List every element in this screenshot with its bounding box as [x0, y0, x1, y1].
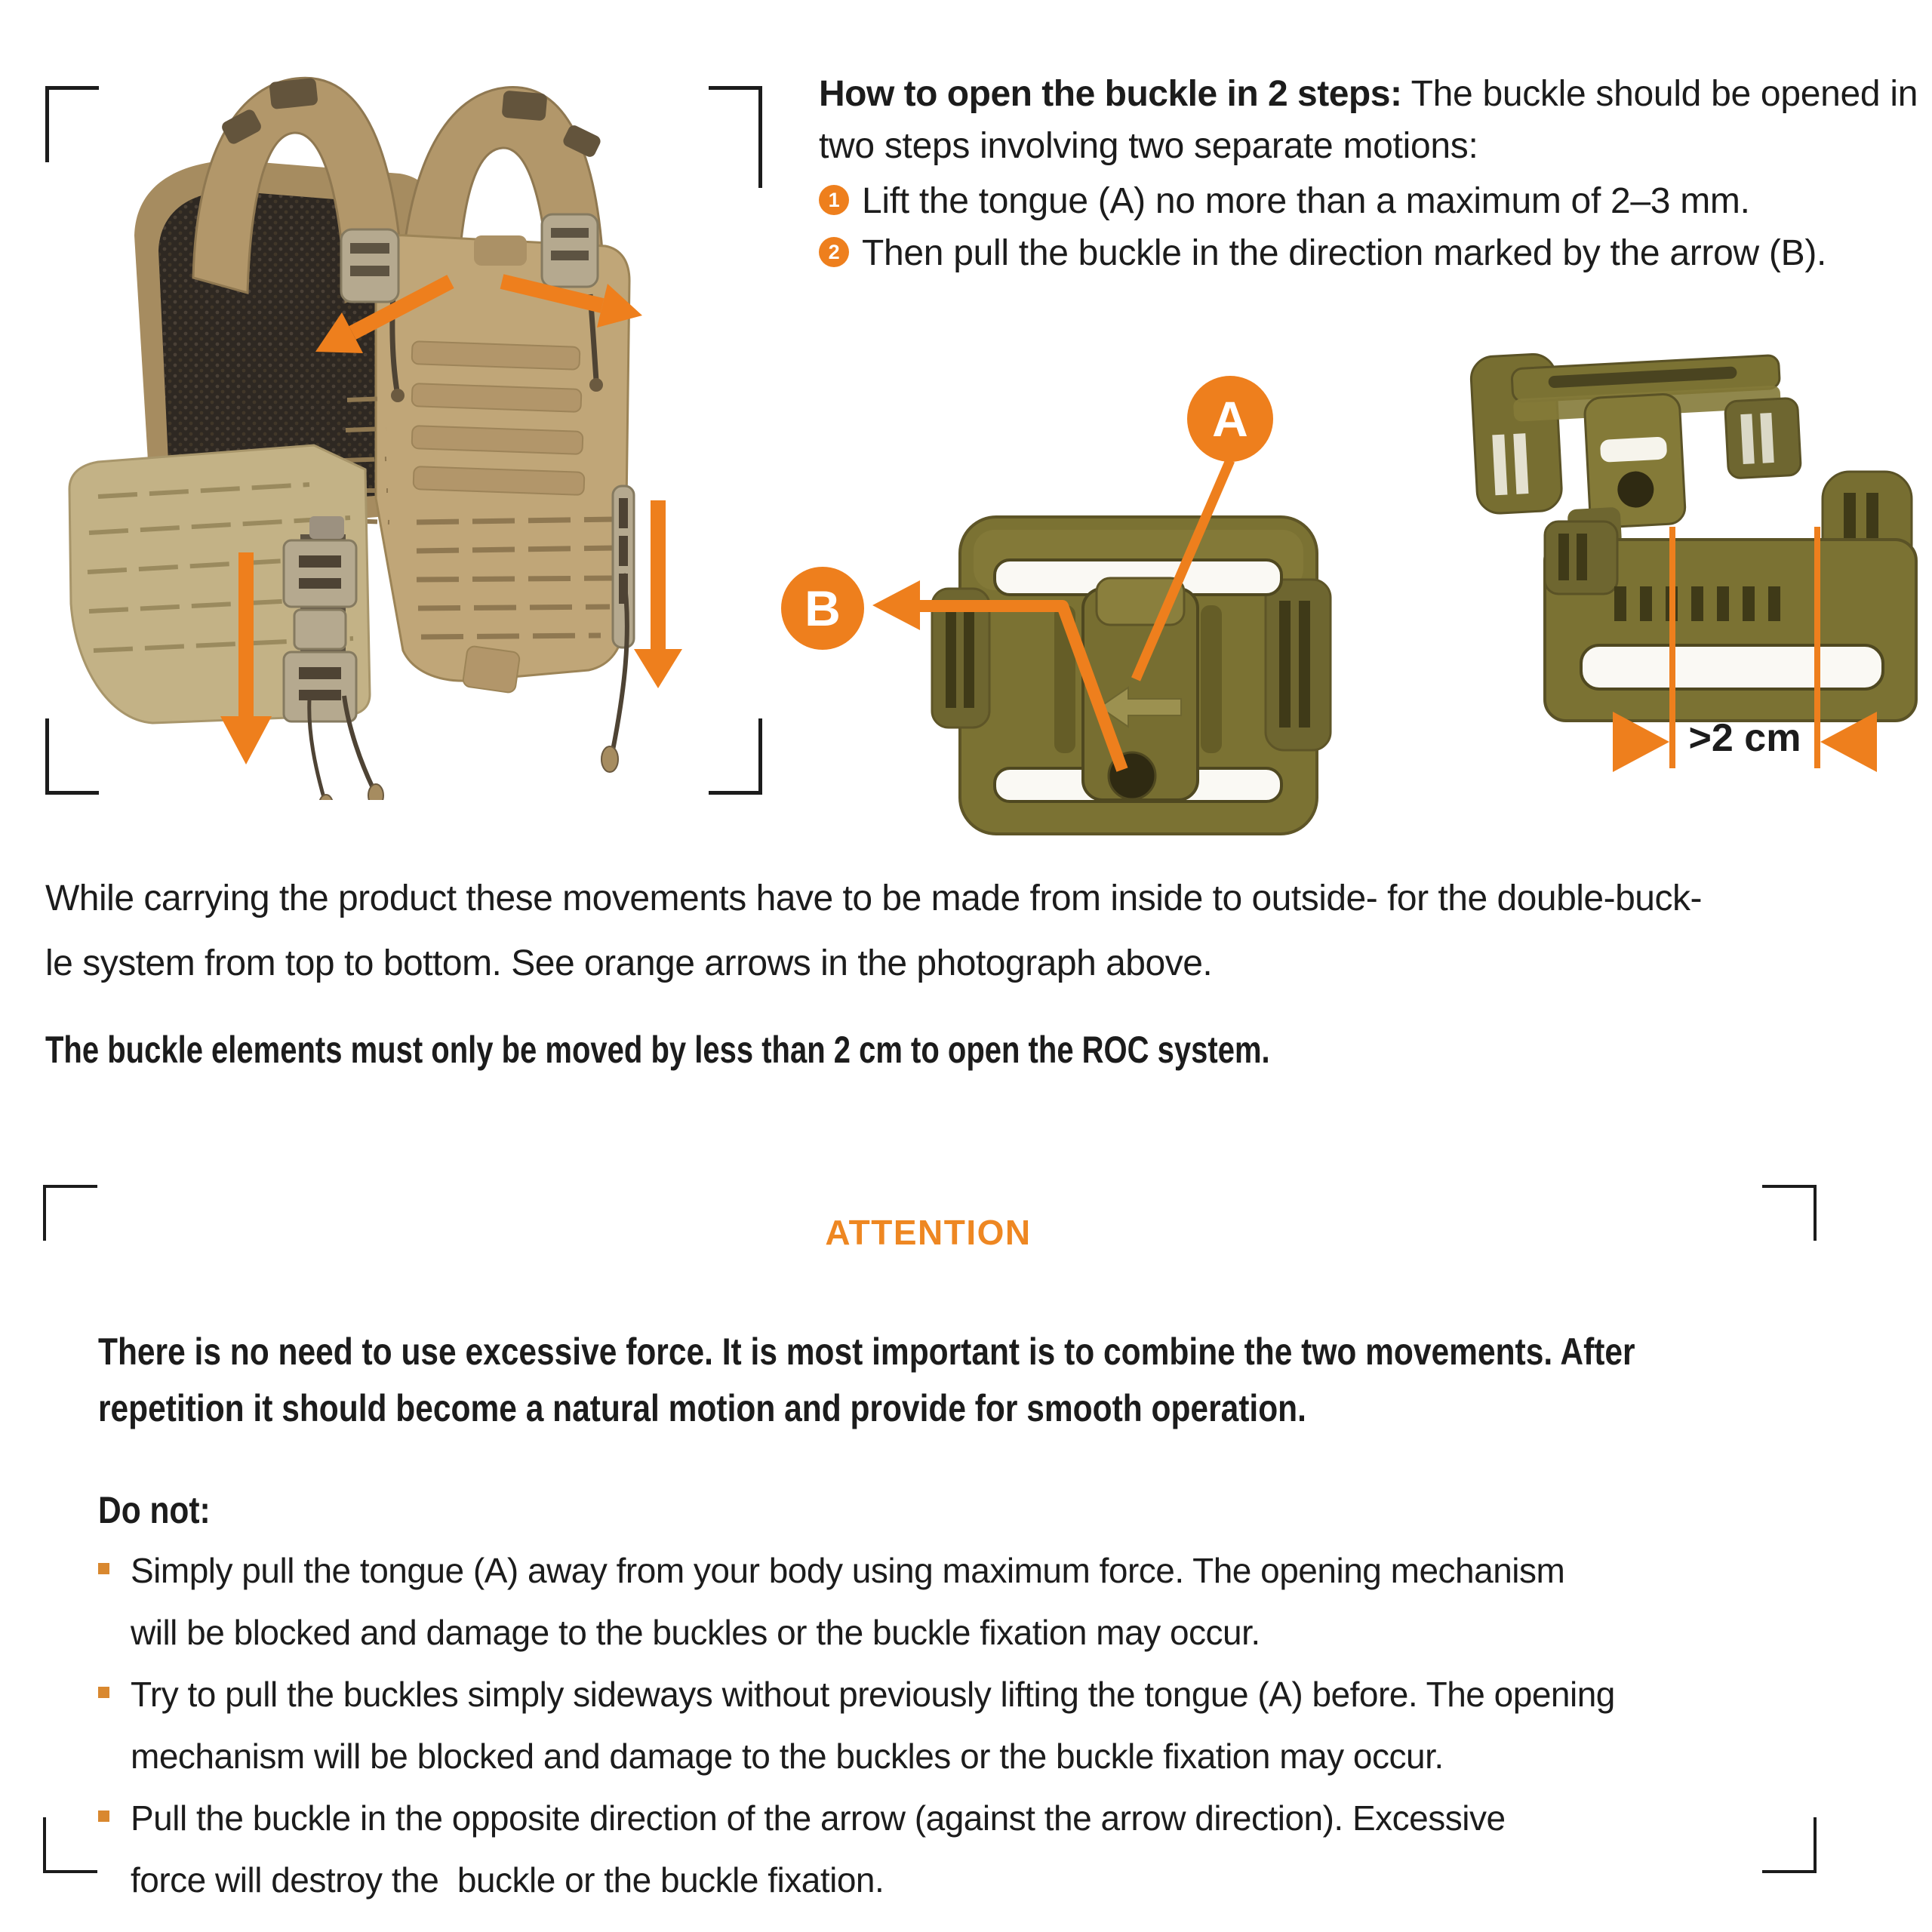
buckle-closed-diagram — [774, 340, 1347, 845]
bottom-strap — [463, 645, 521, 693]
attention-paragraph-line: There is no need to use excessive force. It is most important is to combine the two movements. After — [98, 1331, 1635, 1373]
crop-mark-attention-bottom-left — [43, 1817, 97, 1873]
arrow-down-right-icon — [634, 500, 682, 688]
roc-side-buckle — [284, 516, 356, 721]
list-item — [98, 1663, 1615, 1787]
vest-photo-illustration — [45, 45, 800, 800]
roc-bold-note: The buckle elements must only be moved by less than 2 cm to open the ROC system. — [45, 1029, 1270, 1071]
attention-paragraph-line: repetition it should become a natural motion and provide for smooth operation. — [98, 1387, 1306, 1429]
label-b: B — [804, 580, 841, 636]
list-item-line: mechanism will be blocked and damage to the buckles or the buckle fixation may occur. — [131, 1737, 1444, 1776]
intro-heading-rest: The buckle should be opened in two steps involving two separate motions: — [819, 74, 1918, 166]
body-paragraph — [45, 866, 1702, 996]
measure-label: >2 cm — [1688, 716, 1801, 760]
body-paragraph-line: While carrying the product these movements have to be made from inside to outside- for the double-buck- — [45, 878, 1702, 918]
list-item-line: Try to pull the buckles simply sideways without previously lifting the tongue (A) before. The opening — [131, 1675, 1615, 1714]
step-item-2 — [819, 227, 1921, 279]
drag-handle-tab — [474, 235, 527, 266]
list-item-line: Pull the buckle in the opposite direction of the arrow (against the arrow direction). Excessive — [131, 1798, 1506, 1838]
step-number-badge: 1 — [819, 185, 849, 215]
do-not-label: Do not: — [98, 1489, 211, 1531]
list-item-line: Simply pull the tongue (A) away from your body using maximum force. The opening mechanism — [131, 1551, 1565, 1590]
intro-heading — [819, 68, 1921, 172]
intro-block — [819, 68, 1921, 279]
list-item — [98, 1540, 1615, 1663]
list-item-line: force will destroy the buckle or the buckle fixation. — [131, 1860, 884, 1900]
intro-heading-bold: How to open the buckle in 2 steps: — [819, 74, 1402, 114]
list-item-line: will be blocked and damage to the buckles or the buckle fixation may occur. — [131, 1613, 1260, 1652]
step-item-1 — [819, 175, 1921, 227]
do-not-list — [98, 1540, 1615, 1911]
arrow-left-icon — [872, 580, 920, 630]
attention-title-row — [43, 1212, 1814, 1253]
square-bullet-icon — [98, 1687, 109, 1698]
buckle-body — [932, 517, 1331, 834]
square-bullet-icon — [98, 1563, 109, 1574]
list-item — [98, 1787, 1615, 1911]
step-number-badge: 2 — [819, 237, 849, 267]
step-text: Lift the tongue (A) no more than a maximum of 2–3 mm. — [862, 181, 1750, 221]
body-paragraph-line: le system from top to bottom. See orange arrows in the photograph above. — [45, 943, 1213, 983]
attention-title: ATTENTION — [825, 1213, 1032, 1252]
step-list — [819, 175, 1921, 279]
label-a: A — [1212, 391, 1248, 447]
buckle-male-part — [1470, 340, 1804, 553]
square-bullet-icon — [98, 1810, 109, 1822]
webbing-slot — [1581, 645, 1883, 689]
step-text: Then pull the buckle in the direction marked by the arrow (B). — [862, 233, 1827, 273]
crop-mark-attention-bottom-right — [1762, 1817, 1817, 1873]
attention-paragraph — [98, 1324, 1635, 1437]
